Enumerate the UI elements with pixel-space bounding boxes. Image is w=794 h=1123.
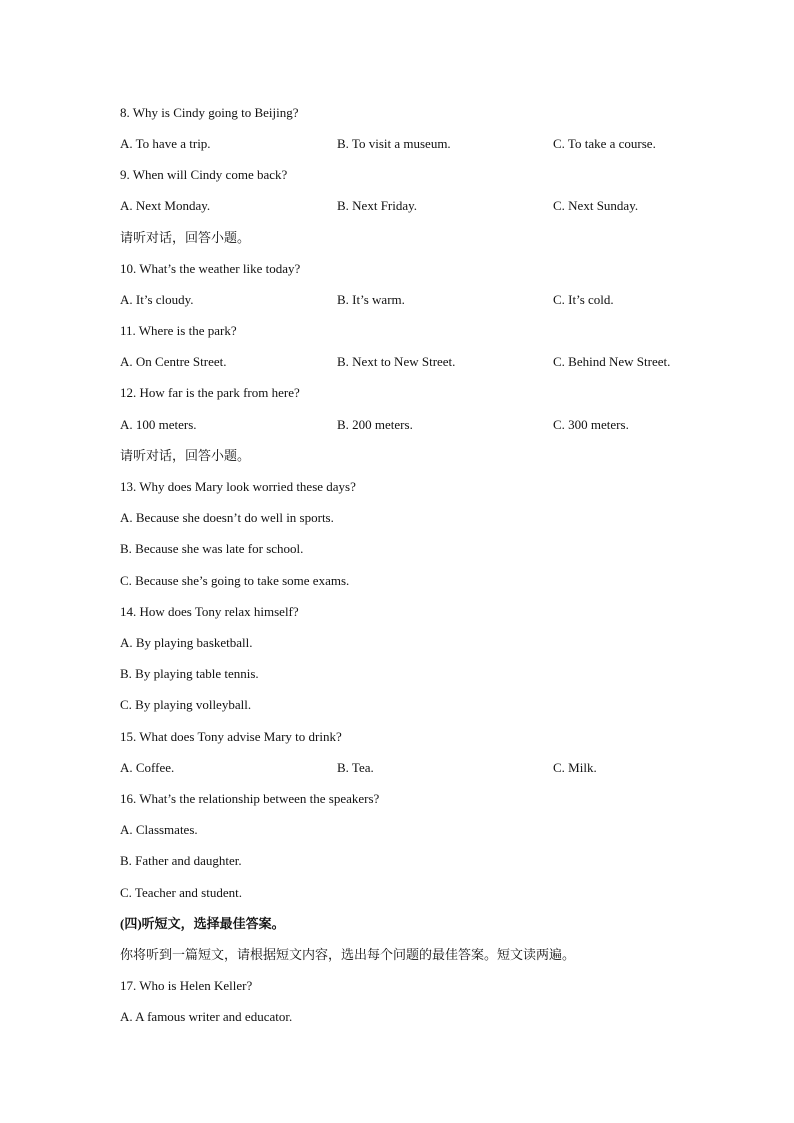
q11-option-b: B. Next to New Street. <box>337 354 456 369</box>
q15-option-b: B. Tea. <box>337 760 374 775</box>
q11-option-c: C. Behind New Street. <box>553 354 671 369</box>
q16-option-a: A. Classmates. <box>120 822 198 837</box>
question-11: 11. Where is the park? <box>120 323 237 338</box>
q14-option-b: B. By playing table tennis. <box>120 666 259 681</box>
q16-option-c: C. Teacher and student. <box>120 885 242 900</box>
q14-option-c: C. By playing volleyball. <box>120 697 252 712</box>
q12-option-a: A. 100 meters. <box>120 417 197 432</box>
q13-option-c: C. Because she’s going to take some exams. <box>120 573 350 588</box>
q16-option-b: B. Father and daughter. <box>120 853 242 868</box>
q8-option-a: A. To have a trip. <box>120 136 211 151</box>
q10-option-b: B. It’s warm. <box>337 292 405 307</box>
question-12: 12. How far is the park from here? <box>120 385 300 400</box>
listening-instruction: 请听对话，回答小题。 <box>120 230 251 245</box>
question-9: 9. When will Cindy come back? <box>120 167 288 182</box>
q9-option-a: A. Next Monday. <box>120 198 211 213</box>
q10-option-a: A. It’s cloudy. <box>120 292 194 307</box>
q17-option-a: A. A famous writer and educator. <box>120 1009 293 1024</box>
q13-option-b: B. Because she was late for school. <box>120 541 304 556</box>
q14-option-a: A. By playing basketball. <box>120 635 253 650</box>
q11-option-a: A. On Centre Street. <box>120 354 227 369</box>
q10-option-c: C. It’s cold. <box>553 292 614 307</box>
question-13: 13. Why does Mary look worried these days? <box>120 479 356 494</box>
question-17: 17. Who is Helen Keller? <box>120 978 253 993</box>
q9-option-c: C. Next Sunday. <box>553 198 639 213</box>
q15-option-c: C. Milk. <box>553 760 597 775</box>
question-14: 14. How does Tony relax himself? <box>120 604 299 619</box>
question-15: 15. What does Tony advise Mary to drink? <box>120 729 342 744</box>
section-4-heading: (四)听短文，选择最佳答案。 <box>120 916 285 931</box>
listening-instruction: 请听对话，回答小题。 <box>120 448 251 463</box>
q9-option-b: B. Next Friday. <box>337 198 418 213</box>
q15-option-a: A. Coffee. <box>120 760 175 775</box>
q8-option-c: C. To take a course. <box>553 136 656 151</box>
question-8: 8. Why is Cindy going to Beijing? <box>120 105 299 120</box>
q8-option-b: B. To visit a museum. <box>337 136 451 151</box>
q12-option-c: C. 300 meters. <box>553 417 629 432</box>
q12-option-b: B. 200 meters. <box>337 417 413 432</box>
question-10: 10. What’s the weather like today? <box>120 261 301 276</box>
question-16: 16. What’s the relationship between the speakers? <box>120 791 380 806</box>
q13-option-a: A. Because she doesn’t do well in sports. <box>120 510 334 525</box>
section-4-instruction: 你将听到一篇短文，请根据短文内容，选出每个问题的最佳答案。短文读两遍。 <box>120 947 576 962</box>
